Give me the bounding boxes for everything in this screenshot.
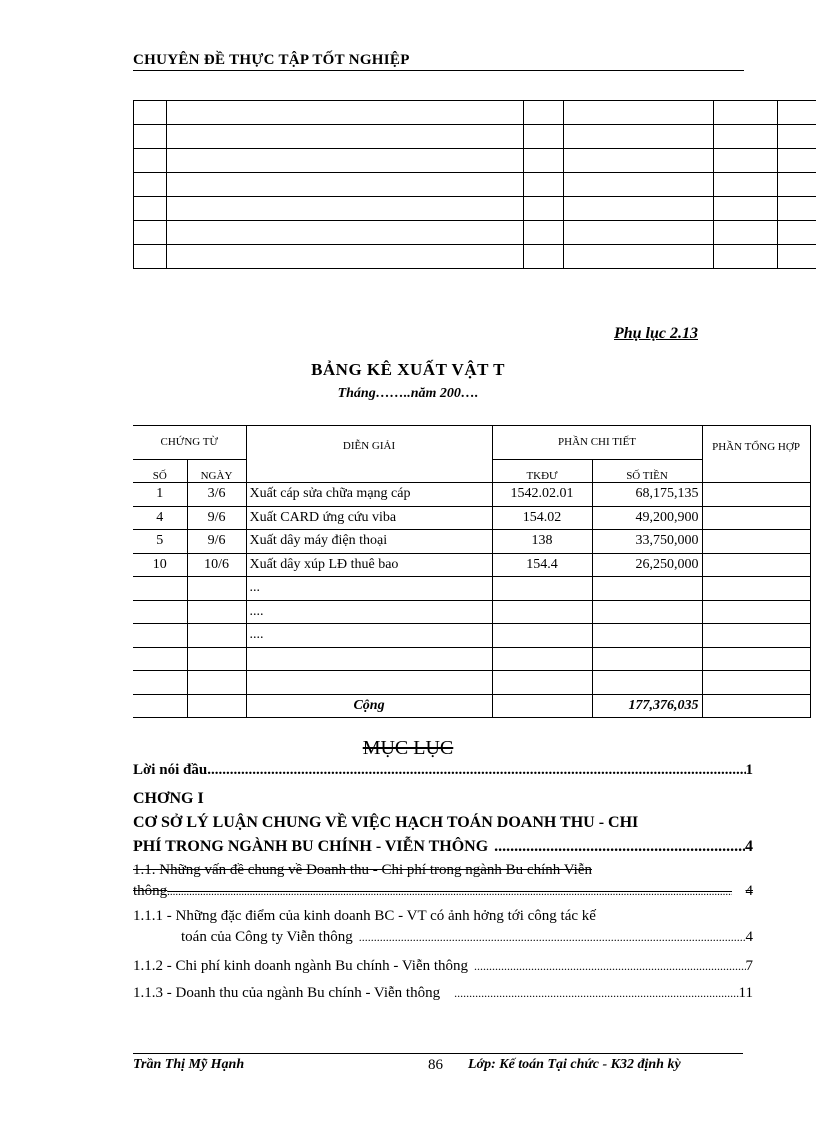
toc-1-1-3-page: 11	[738, 985, 753, 1001]
total-value: 177,376,035	[592, 694, 702, 718]
grid-cell	[778, 245, 816, 269]
grid-cell	[564, 149, 714, 173]
cell-tien	[592, 600, 702, 624]
grid-cell	[524, 245, 564, 269]
cell-tien: 49,200,900	[592, 506, 702, 530]
header-phan-chi-tiet: PHẦN CHI TIẾT	[492, 426, 702, 460]
cell-dien-giai	[246, 647, 492, 671]
toc-entry-intro[interactable]	[133, 762, 753, 779]
cell-dien-giai	[246, 671, 492, 695]
grid-cell	[564, 173, 714, 197]
toc-chapter-page: 4	[745, 838, 753, 855]
grid-cell	[167, 101, 524, 125]
grid-cell	[564, 125, 714, 149]
grid-cell	[778, 197, 816, 221]
cell-empty	[187, 694, 246, 718]
cell-tong-hop	[702, 624, 810, 648]
table-row	[133, 506, 810, 530]
cell-empty	[492, 694, 592, 718]
toc-1-1-1-page: 4	[745, 929, 753, 945]
cell-tk: 1542.02.01	[492, 483, 592, 507]
cell-so	[133, 624, 187, 648]
toc-1-1-line1: 1.1. Những vấn đề chung về Doanh thu - Chi phí trong ngành Bu chính Viễn	[133, 862, 592, 878]
total-label: Cộng	[246, 694, 492, 718]
toc-entry-1-1-2[interactable]	[133, 958, 753, 975]
grid-cell	[524, 197, 564, 221]
footer-page-number: 86	[428, 1057, 443, 1073]
cell-tong-hop	[702, 577, 810, 601]
cell-ngay: 9/6	[187, 530, 246, 554]
header-chung-tu: CHỨNG TỪ	[133, 426, 246, 460]
cell-tong-hop	[702, 553, 810, 577]
cell-so: 4	[133, 506, 187, 530]
empty-grid-table	[133, 100, 816, 269]
toc-chapter: CHƠNG I	[133, 790, 204, 807]
document-header-title: CHUYÊN ĐỀ THỰC TẬP TỐT NGHIỆP	[133, 52, 744, 71]
toc-1-1-line2: thông	[133, 883, 168, 899]
table-title: BẢNG KÊ XUẤT VẬT T	[311, 360, 505, 379]
cell-so: 5	[133, 530, 187, 554]
grid-cell	[167, 197, 524, 221]
cell-tien: 68,175,135	[592, 483, 702, 507]
grid-cell	[564, 245, 714, 269]
grid-cell	[778, 173, 816, 197]
grid-cell	[134, 173, 167, 197]
cell-so	[133, 600, 187, 624]
cell-tk	[492, 577, 592, 601]
grid-cell	[714, 173, 778, 197]
grid-cell	[167, 221, 524, 245]
material-issue-table	[133, 425, 811, 718]
toc-chapter-title-1: CƠ SỞ LÝ LUẬN CHUNG VỀ VIỆC HẠCH TOÁN DOANH THU - CHI	[133, 814, 639, 831]
toc-1-1-page: 4	[745, 883, 753, 899]
cell-tien	[592, 624, 702, 648]
cell-tong-hop	[702, 647, 810, 671]
grid-cell	[564, 101, 714, 125]
toc-intro-label: Lời nói đầu	[133, 762, 208, 778]
grid-cell	[524, 125, 564, 149]
toc-1-1-2-label: 1.1.2 - Chi phí kinh doanh ngành Bu chính - Viễn thông	[133, 958, 469, 974]
table-row	[133, 483, 810, 507]
header-ngay: NGÀY	[187, 459, 246, 483]
grid-cell	[714, 197, 778, 221]
header-phan-tong-hop: PHẦN TỔNG HỢP	[702, 426, 810, 483]
cell-so	[133, 671, 187, 695]
cell-dien-giai: Xuất dây máy điện thoại	[246, 530, 492, 554]
cell-tk: 154.4	[492, 553, 592, 577]
grid-cell	[167, 245, 524, 269]
cell-so	[133, 577, 187, 601]
toc-entry-1-1-1[interactable]	[133, 908, 753, 946]
cell-tien	[592, 577, 702, 601]
grid-cell	[714, 221, 778, 245]
cell-tong-hop	[702, 530, 810, 554]
cell-tien: 26,250,000	[592, 553, 702, 577]
grid-cell	[134, 125, 167, 149]
table-row	[133, 671, 810, 695]
toc-entry-chapter[interactable]	[133, 838, 753, 856]
cell-tien	[592, 671, 702, 695]
table-row	[133, 624, 810, 648]
cell-tk	[492, 600, 592, 624]
cell-ngay	[187, 647, 246, 671]
header-so: SỐ	[133, 459, 187, 483]
grid-cell	[564, 221, 714, 245]
cell-so: 10	[133, 553, 187, 577]
grid-cell	[134, 149, 167, 173]
cell-dien-giai: Xuất CARD ứng cứu viba	[246, 506, 492, 530]
cell-tk	[492, 624, 592, 648]
cell-dien-giai: Xuất dây xúp LĐ thuê bao	[246, 553, 492, 577]
header-so-tien: SỐ TIỀN	[592, 459, 702, 483]
grid-cell	[714, 101, 778, 125]
toc-1-1-3-label: 1.1.3 - Doanh thu của ngành Bu chính - Viễn thông	[133, 985, 441, 1001]
grid-cell	[167, 173, 524, 197]
cell-ngay: 10/6	[187, 553, 246, 577]
toc-entry-1-1[interactable]	[133, 862, 753, 900]
grid-cell	[524, 149, 564, 173]
footer-divider	[133, 1053, 743, 1054]
table-subtitle: Tháng……..năm 200….	[337, 386, 479, 401]
grid-cell	[524, 173, 564, 197]
cell-dien-giai: ...	[246, 577, 492, 601]
toc-intro-page: 1	[745, 762, 753, 778]
cell-ngay: 9/6	[187, 506, 246, 530]
cell-ngay: 3/6	[187, 483, 246, 507]
cell-ngay	[187, 624, 246, 648]
grid-cell	[714, 245, 778, 269]
cell-tk: 138	[492, 530, 592, 554]
cell-ngay	[187, 671, 246, 695]
grid-cell	[134, 245, 167, 269]
cell-dien-giai: ....	[246, 600, 492, 624]
grid-cell	[564, 197, 714, 221]
toc-1-1-1-line1: 1.1.1 - Những đặc điểm của kinh doanh BC - VT có ảnh hởng tới công tác kế	[133, 908, 596, 924]
total-row	[133, 694, 810, 718]
grid-cell	[524, 221, 564, 245]
grid-cell	[134, 197, 167, 221]
cell-dien-giai: Xuất cáp sửa chữa mạng cáp	[246, 483, 492, 507]
grid-cell	[167, 125, 524, 149]
appendix-label: Phụ lục 2.13	[613, 325, 698, 342]
footer-class: Lớp: Kế toán Tại chức - K32 định kỳ	[468, 1057, 681, 1072]
cell-dien-giai: ....	[246, 624, 492, 648]
grid-cell	[778, 149, 816, 173]
cell-tong-hop	[702, 600, 810, 624]
table-row	[133, 647, 810, 671]
table-row	[133, 553, 810, 577]
grid-cell	[778, 101, 816, 125]
grid-cell	[778, 125, 816, 149]
cell-tien: 33,750,000	[592, 530, 702, 554]
cell-ngay	[187, 600, 246, 624]
footer-author: Trần Thị Mỹ Hạnh	[133, 1057, 245, 1072]
grid-cell	[134, 101, 167, 125]
grid-cell	[778, 221, 816, 245]
cell-tk	[492, 647, 592, 671]
grid-cell	[167, 149, 524, 173]
cell-empty	[702, 694, 810, 718]
cell-tk: 154.02	[492, 506, 592, 530]
cell-tong-hop	[702, 506, 810, 530]
toc-chapter-title-2: PHÍ TRONG NGÀNH BU CHÍNH - VIỄN THÔNG	[133, 838, 489, 855]
grid-cell	[714, 149, 778, 173]
toc-entry-1-1-3[interactable]	[133, 985, 753, 1002]
cell-tk	[492, 671, 592, 695]
grid-cell	[524, 101, 564, 125]
cell-tien	[592, 647, 702, 671]
grid-cell	[134, 221, 167, 245]
table-row	[133, 530, 810, 554]
cell-empty	[133, 694, 187, 718]
header-tk-du: TKĐƯ	[492, 459, 592, 483]
toc-1-1-1-line2: toán của Công ty Viễn thông	[181, 929, 353, 945]
cell-so	[133, 647, 187, 671]
table-row	[133, 600, 810, 624]
cell-ngay	[187, 577, 246, 601]
grid-cell	[714, 125, 778, 149]
cell-tong-hop	[702, 671, 810, 695]
header-dien-giai: DIỄN GIẢI	[246, 426, 492, 483]
toc-1-1-2-page: 7	[745, 958, 753, 974]
cell-tong-hop	[702, 483, 810, 507]
cell-so: 1	[133, 483, 187, 507]
toc-heading: MỤC LỤC	[362, 737, 454, 759]
table-row	[133, 577, 810, 601]
